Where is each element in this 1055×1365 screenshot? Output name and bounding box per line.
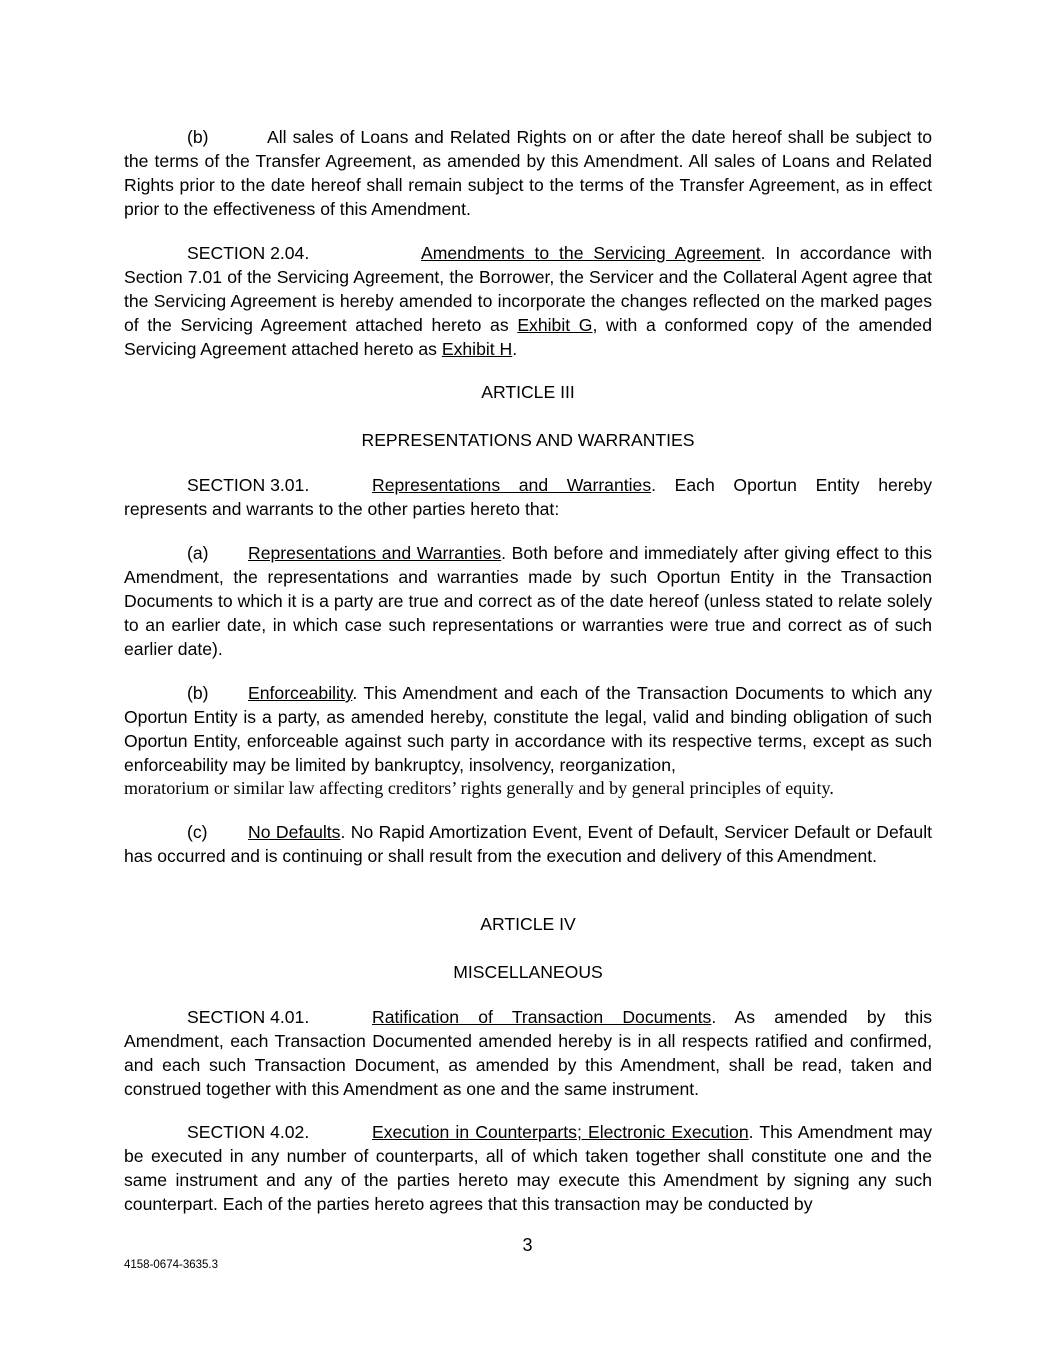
section-number: SECTION 4.01. xyxy=(187,1007,310,1027)
page-number: 3 xyxy=(522,1235,533,1255)
section-2-04 xyxy=(124,241,932,361)
section-text: . Each Oportun Entity hereby represents and warrants to the other parties hereto that: xyxy=(124,475,932,519)
clause-label: (c) xyxy=(187,822,208,842)
section-text: . In accordance with Section 7.01 of the Servicing Agreement, the Borrower, the Servicer and the Collateral Agent agree that the Servicing Agreement is hereby amended to incorporate the changes reflected on the marked pages of the Servicing Agreement attached hereto as xyxy=(124,243,932,335)
section-text: . As amended by this Amendment, each Transaction Documented amended hereby is in all respects ratified and confirmed, and each such Transaction Document, as amended by this Amendment, shall be read, taken and construed together with this Amendment as one and the same instrument. xyxy=(124,1007,933,1099)
section-4-01 xyxy=(124,1005,932,1101)
clause-heading: Enforceability xyxy=(248,683,353,703)
exhibit-g-reference: Exhibit G xyxy=(517,315,593,335)
clause-text: All sales of Loans and Related Rights on or after the date hereof shall be subject to the terms of the Transfer Agreement, as amended by this Amendment. All sales of Loans and Related Rights prior to the date hereof shall remain subject to the terms of the Transfer Agreement, as in effect prior to the effectiveness of this Amendment. xyxy=(124,127,932,219)
document-id: 4158-0674-3635.3 xyxy=(124,1259,218,1271)
clause-heading: No Defaults xyxy=(248,822,341,842)
clause-label: (b) xyxy=(187,127,209,147)
section-3-01 xyxy=(124,473,932,521)
section-heading: Execution in Counterparts; Electronic Execution xyxy=(372,1122,749,1142)
clause-label: (b) xyxy=(187,683,209,703)
clause-3-01-b xyxy=(124,681,932,777)
paragraph-transfer-sales xyxy=(124,125,932,221)
section-text: . This Amendment may be executed in any number of counterparts, all of which taken together shall constitute one and the same instrument and any of the parties hereto may execute this Amendment by signing any such counterpart. Each of the parties hereto agrees that this transaction may be conducted by xyxy=(124,1122,932,1214)
clause-text: . Both before and immediately after giving effect to this Amendment, the representations and warranties made by such Oportun Entity in the Transaction Documents to which it is a party are true and correct as of the date hereof (unless stated to relate solely to an earlier date, in which case such representations or warranties were true and correct as of such earlier date). xyxy=(124,543,932,659)
clause-heading: Representations and Warranties xyxy=(248,543,502,563)
section-text-3: . xyxy=(512,339,518,359)
section-number: SECTION 3.01. xyxy=(187,475,310,495)
section-heading: Representations and Warranties xyxy=(372,475,652,495)
section-4-02 xyxy=(124,1120,932,1216)
clause-3-01-c xyxy=(124,820,932,868)
clause-3-01-a xyxy=(124,541,932,661)
clause-text: . No Rapid Amortization Event, Event of Default, Servicer Default or Default has occurred and is continuing or shall result from the execution and delivery of this Amendment. xyxy=(124,822,932,866)
section-text-2: , with a conformed copy of the amended Servicing Agreement attached hereto as xyxy=(124,315,932,359)
article-3-subtitle: REPRESENTATIONS AND WARRANTIES xyxy=(361,430,695,450)
article-3-title: ARTICLE III xyxy=(481,382,575,402)
section-number: SECTION 4.02. xyxy=(187,1122,310,1142)
section-heading: Ratification of Transaction Documents xyxy=(372,1007,712,1027)
article-4-title: ARTICLE IV xyxy=(480,914,576,934)
clause-label: (a) xyxy=(187,543,209,563)
section-heading: Amendments to the Servicing Agreement xyxy=(421,243,761,263)
clause-text: . This Amendment and each of the Transaction Documents to which any Oportun Entity is a party, as amended hereby, constitute the legal, valid and binding obligation of such Oportun Entity, enforceable against such party in accordance with its respective terms, except as such enforceability may be limited by bankruptcy, insolvency, reorganization, xyxy=(124,683,932,775)
clause-3-01-b-last-line: moratorium or similar law affecting creditors’ rights generally and by general principles of equity. xyxy=(124,778,834,798)
section-number: SECTION 2.04. xyxy=(187,243,310,263)
article-4-subtitle: MISCELLANEOUS xyxy=(453,962,603,982)
exhibit-h-reference: Exhibit H xyxy=(441,339,513,359)
